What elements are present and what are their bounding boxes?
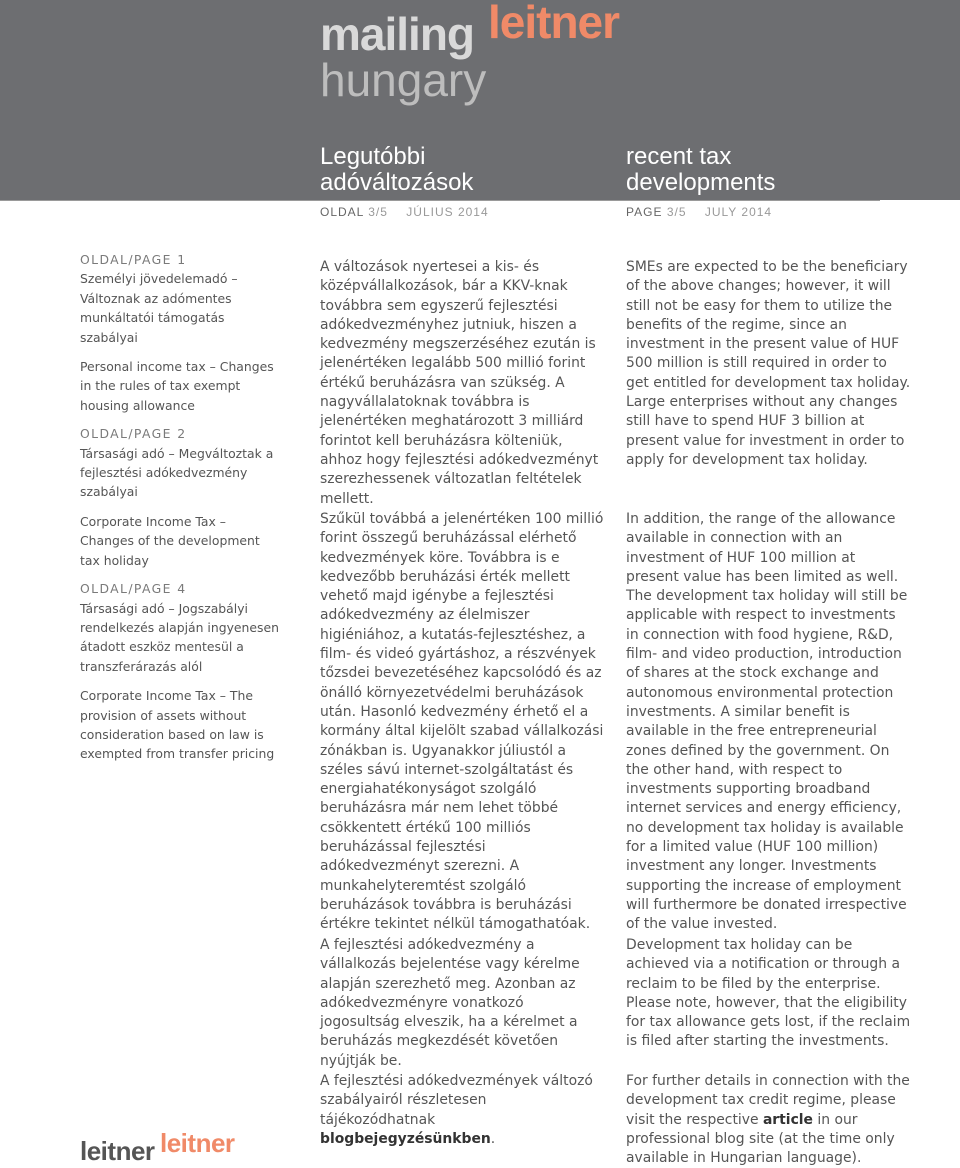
paragraph-text (320, 1072, 606, 1149)
brand-logo-mailing: mailing (320, 8, 475, 60)
paragraph-text (626, 1072, 912, 1168)
toc-heading-page-1: OLDAL/PAGE 1 (80, 252, 187, 267)
footer-logo-accent: leitner (160, 1128, 235, 1158)
toc-entry-page-2-hu: Társasági adó – Megváltoztak a fejlesztési adókedvezmény szabályai (80, 445, 274, 500)
page-meta-en (626, 205, 772, 219)
toc-entry-page-4-hu: Társasági adó – Jogszabályi rendelkezés alapján ingyenesen átadott eszköz mentesül a transzferárazás alól (80, 600, 279, 674)
paragraph-text: Development tax holiday can be achieved via a notification or through a reclaim to be filed by the enterprise. Please note, however, that the eligibility for tax allowance gets lost, if the reclaim is filed after starting the investments. (626, 937, 911, 1050)
toc-heading-page-4: OLDAL/PAGE 4 (80, 581, 187, 597)
toc-entry-page-4-en: Corporate Income Tax – The provision of assets without consideration based on law is exempted from transfer pricing (80, 688, 275, 762)
article-hu-paragraph-4 (320, 1072, 606, 1149)
article-hu-paragraph-1 (320, 258, 606, 509)
brand-logo-leitner: leitner (488, 0, 620, 48)
page-meta-hu (320, 205, 489, 219)
paragraph-text-end: . (490, 1130, 496, 1147)
page-number-en: 3/5 (666, 205, 687, 219)
article-en-paragraph-2 (626, 510, 912, 935)
issue-date-hu: JÚLIUS 2014 (406, 205, 489, 219)
paragraph-text: A fejlesztési adókedvezmény a vállalkozás bejelentése vagy kérelme alapján szerezhető meg. Azonban az adókedvezményre vonatkozó jogosultság elveszik, ha a kérelmet a beruházás megkezdését követően nyújtják be. (320, 937, 580, 1069)
page-number-hu: 3/5 (368, 205, 388, 219)
article-en-paragraph-4 (626, 1072, 912, 1168)
toc-entry-page-1-en: Personal income tax – Changes in the rules of tax exempt housing allowance (80, 359, 274, 413)
article-en-paragraph-1 (626, 258, 912, 470)
article-link[interactable]: article (762, 1111, 813, 1128)
toc-entry-page-1-hu: Személyi jövedelemadó – Változnak az adómentes munkáltatói támogatás szabályai (80, 271, 238, 345)
page-title-en: recent tax developments (626, 143, 776, 196)
header-divider (0, 200, 880, 201)
page-label-hu: OLDAL (320, 205, 364, 219)
toc-heading-page-2: OLDAL/PAGE 2 (80, 426, 187, 442)
paragraph-text: Szűkül továbbá a jelenértéken 100 millió forint összegű beruházással elérhető kedvezmények köre. Továbbra is e kedvezőbb beruházási érték mellett vehető majd igénybe a fejlesztési adókedvezmény az élelmiszer higiéniához, a kutatás-fejlesztéshez, a film- és videó gyártáshoz, a részvények tőzsdei bevezetéséhez kapcsolódó és az önálló környezetvédelmi beruházások után. Hasonló kedvezmény érhető el a kormány által kijelölt szabad vállalkozási zónákban is. Ugyanakkor júliustól a széles sávú internet-szolgáltatást és energiahatékonyságot szolgáló beruházásra már nem lehet többé csökkentett értékű 100 milliós beruházással fejlesztési adókedvezményt szerezni. A munkahelyteremtést szolgáló beruházások továbbra is beruházási értékre tekintet nélkül támogathatóak. (320, 511, 604, 933)
page-label-en: PAGE (626, 205, 663, 219)
brand-logo-hungary: hungary (320, 54, 487, 106)
paragraph-text-start: A fejlesztési adókedvezmények változó szabályairól részletesen tájékozódhatnak (320, 1073, 593, 1128)
article-en-paragraph-3 (626, 936, 912, 1052)
toc-entry-page-2-en: Corporate Income Tax – Changes of the development tax holiday (80, 513, 260, 568)
page-title-hu: Legutóbbi adóváltozások (320, 143, 474, 196)
paragraph-text-start: For further details in connection with the development tax credit regime, please visit the respective (626, 1073, 910, 1128)
paragraph-text: In addition, the range of the allowance available in connection with an investment of HUF 100 million at present value has been limited as well. The development tax holiday will still be applicable with respect to investments in connection with food hygiene, R&D, film- and video production, introduction of shares at the stock exchange and autonomous environmental protection investments. A similar benefit is available in the free entrepreneurial zones defined by the government. On the other hand, with respect to investments supporting broadband internet services and energy efficiency, no development tax holiday is available for a limited value (HUF 100 million) investment any longer. Investments supporting the increase of employment will furthermore be donated irrespective of the value invested. (626, 511, 908, 933)
article-hu-paragraph-3 (320, 936, 606, 1071)
blog-post-link[interactable]: blogbejegyzésünkben (320, 1130, 491, 1147)
footer-logo-dark: leitner (80, 1136, 155, 1166)
issue-date-en: JULY 2014 (704, 205, 773, 219)
paragraph-text-end: in our professional blog site (at the time only available in Hungarian language). (626, 1111, 895, 1167)
paragraph-text: SMEs are expected to be the beneficiary of the above changes; however, it will still not be easy for them to utilize the benefits of the regime, since an investment in the present value of HUF 500 million is still required in order to get entitled for development tax holiday. Large enterprises without any changes still have to spend HUF 3 billion at present value for investment in order to apply for development tax holiday. (626, 259, 911, 468)
article-hu-paragraph-2 (320, 510, 606, 935)
contents-sidebar (80, 250, 280, 774)
paragraph-text: A változások nyertesei a kis- és középvállalkozások, bár a KKV-knak továbbra sem egyszerű fejlesztési adókedvezményhez jutniuk, hiszen a kedvezmény megszerzéséhez ezután is jelenértéken legalább 500 millió forint értékű beruházásra van szükség. A nagyvállalatoknak továbbra is jelenértéken meghatározott 3 milliárd forintot kell beruházásra költeniük, ahhoz hogy fejlesztési adókedvezményt szerezhessenek változatlan feltételek mellett. (320, 259, 599, 507)
